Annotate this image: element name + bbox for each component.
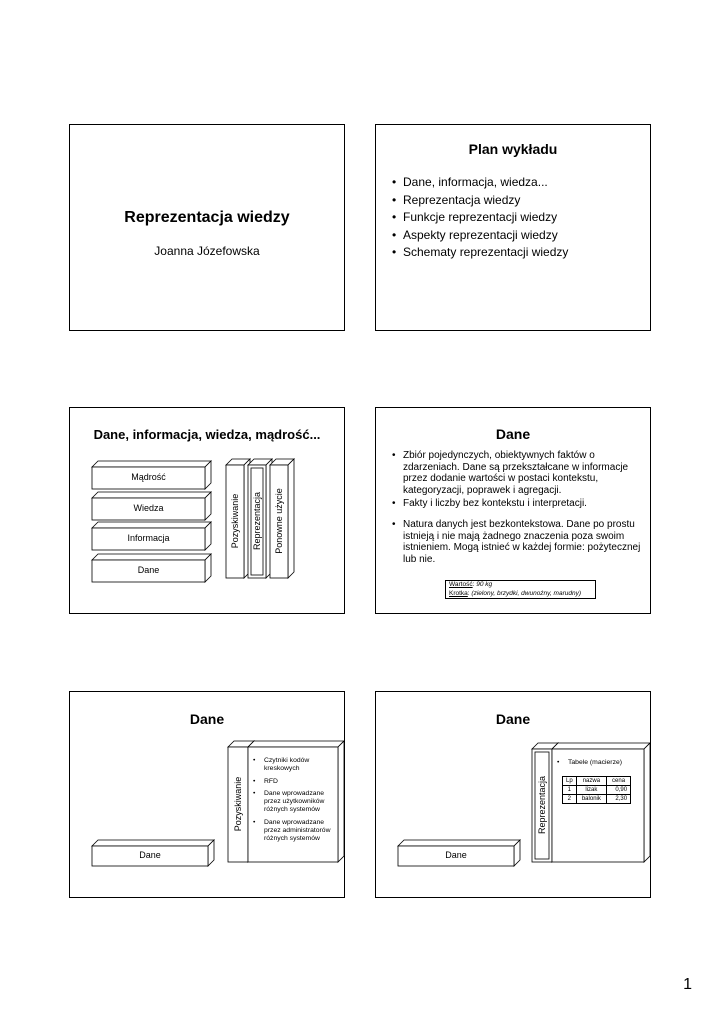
representation-list: [557, 759, 643, 767]
definition-list: [392, 450, 642, 565]
example-value-1: 90 kg: [476, 581, 493, 588]
pillar-label-pozyskiwanie: Pozyskiwanie: [233, 776, 243, 832]
table-cell: 1: [563, 786, 577, 795]
slide-dane-reprezentacja: [375, 691, 651, 898]
example-value-2: (zielony, brzydki, dwunożny, marudny): [471, 589, 582, 597]
slide-heading: Plan wykładu: [468, 141, 558, 157]
table-cell: 0,90: [607, 786, 631, 795]
table-cell: 2,30: [607, 795, 631, 804]
list-item: • Natura danych jest bezkontekstowa. Dane po prostu istnieją i nie mają żadnego znaczenia poza swoim istnieniem. Mogą istnieć w każdej formie: pożytecznej lub nie.: [392, 519, 642, 565]
slide-plan: [375, 124, 651, 331]
list-item: • Zbiór pojedynczych, obiektywnych faktów o zdarzeniach. Dane są przekształcane w informacje przez dodanie wartości w postaci kontekstu, kategoryzacji, poprawek i agregacji.: [392, 450, 642, 496]
box-label-dane: Dane: [445, 850, 467, 860]
table-cell: 2: [563, 795, 577, 804]
example-box: Wartość: 90 kg Krotka: (zielony, brzydki, dwunożny, marudny): [445, 580, 596, 599]
list-item: • Dane wprowadzane przez użytkowników różnych systemów: [253, 790, 335, 815]
slide-heading: Dane: [189, 711, 225, 727]
box-label-dane: Dane: [137, 565, 160, 575]
slide-heading: Dane: [495, 426, 531, 442]
list-item: • Schematy reprezentacji wiedzy: [392, 244, 568, 262]
list-item: • Dane wprowadzane przez administratorów różnych systemów: [253, 819, 335, 844]
example-key-2: Krotka: [449, 589, 468, 597]
slide-dikw: [69, 407, 345, 614]
slide-title-heading: Reprezentacja wiedzy: [124, 209, 290, 226]
list-item: • Aspekty reprezentacji wiedzy: [392, 227, 568, 245]
plan-list: [392, 174, 568, 262]
table-header: Lp: [563, 777, 577, 786]
pillar-label-reprezentacja: Reprezentacja: [537, 775, 547, 835]
table-row: [563, 786, 631, 795]
page-number: 1: [683, 976, 692, 993]
list-item: • Tabele (macierze): [557, 759, 643, 767]
pillar-label-pozyskiwanie: Pozyskiwanie: [230, 493, 240, 549]
slide-dane-pozyskiwanie: [69, 691, 345, 898]
table-cell: lizak: [576, 786, 606, 795]
slide-heading: Dane: [495, 711, 531, 727]
box-label-dane: Dane: [139, 850, 161, 860]
box-label-informacja: Informacja: [127, 533, 170, 543]
pillar-label-reprezentacja: Reprezentacja: [252, 491, 262, 551]
list-item: • Funkcje reprezentacji wiedzy: [392, 209, 568, 227]
table-header: nazwa: [576, 777, 606, 786]
list-item: • Fakty i liczby bez kontekstu i interpretacji.: [392, 498, 642, 510]
slide-dane-definition: [375, 407, 651, 614]
slide-author: Joanna Józefowska: [154, 244, 260, 258]
table-header-row: [563, 777, 631, 786]
box-label-wiedza: Wiedza: [133, 503, 164, 513]
table-row: [563, 795, 631, 804]
list-item: • Reprezentacja wiedzy: [392, 192, 568, 210]
list-item: • Czytniki kodów kreskowych: [253, 757, 335, 774]
list-item: • Dane, informacja, wiedza...: [392, 174, 568, 192]
source-list: [253, 757, 335, 844]
table-header: cena: [607, 777, 631, 786]
list-item: • RFD: [253, 778, 335, 786]
slide-heading: Dane, informacja, wiedza, mądrość...: [93, 427, 321, 442]
data-table: [562, 776, 631, 804]
table-cell: balonik: [576, 795, 606, 804]
box-label-madrosc: Mądrość: [131, 472, 166, 482]
example-key-1: Wartość: [449, 581, 473, 588]
pillar-label-ponowne: Ponowne użycie: [274, 488, 284, 554]
slide-title: [69, 124, 345, 331]
